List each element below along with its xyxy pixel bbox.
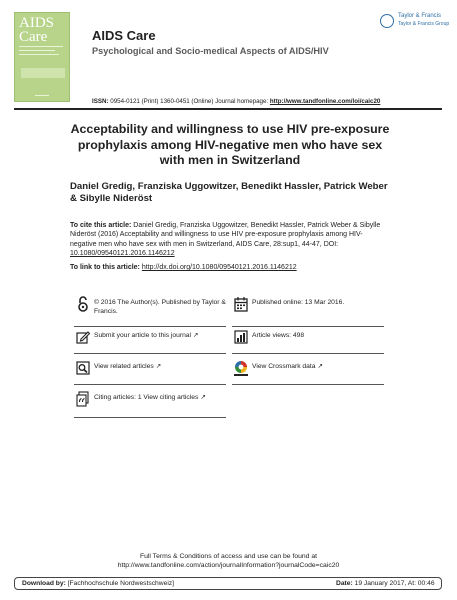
submit-article-link[interactable]: [94, 332, 198, 341]
copyright-box: [74, 294, 226, 327]
terms-text: Full Terms & Conditions of access and use can be found at: [139, 553, 318, 560]
article-views: Article views: 498: [252, 332, 305, 339]
magnifier-icon: [76, 360, 90, 376]
issn-text: 0954-0121 (Print) 1360-0451 (Online) Journal homepage:: [110, 98, 269, 105]
cover-title-line2: Care: [19, 29, 48, 45]
submit-article-box[interactable]: [74, 327, 226, 354]
cover-title: [19, 16, 54, 44]
citing-articles-link[interactable]: [94, 394, 206, 403]
citation-doi-link[interactable]: 10.1080/09540121.2016.1146212: [70, 250, 175, 258]
article-link-label: To link to this article:: [70, 264, 140, 271]
downloaded-by-value: [Fachhochschule Nordwestschweiz]: [67, 580, 175, 587]
external-link-icon: ↗: [200, 394, 206, 401]
article-title: Acceptability and willingness to use HIV pre-exposure prophylaxis among HIV-negative men who have sex with men in Switzerland: [70, 122, 390, 168]
external-link-icon: ↗: [317, 363, 323, 370]
citation-block: [70, 221, 388, 259]
published-date: Published online: 13 Mar 2016.: [252, 299, 345, 306]
citation-label: To cite this article:: [70, 222, 132, 229]
publisher-logo-name: Taylor & Francis: [398, 13, 442, 19]
downloaded-by-label: Download by:: [22, 580, 66, 587]
download-date-label: Date:: [336, 580, 353, 587]
related-articles-box[interactable]: [74, 358, 226, 385]
submit-article-label[interactable]: Submit your article to this journal: [94, 332, 192, 339]
cover-decoration: [19, 54, 59, 55]
related-articles-label[interactable]: View related articles: [94, 363, 154, 370]
publisher-logo: [380, 12, 450, 34]
terms-link[interactable]: http://www.tandfonline.com/action/journalInformation?journalCode=caic20: [117, 562, 340, 569]
external-link-icon: ↗: [155, 363, 162, 370]
journal-subtitle: Psychological and Socio-medical Aspects of AIDS/HIV: [92, 46, 329, 56]
cover-decoration: [19, 50, 55, 51]
cover-decoration: [19, 46, 63, 47]
journal-homepage-link[interactable]: http://www.tandfonline.com/loi/caic20: [269, 98, 381, 105]
cover-decoration: [35, 95, 49, 96]
related-articles-link[interactable]: [94, 363, 161, 372]
crossmark-box[interactable]: [232, 358, 384, 385]
bar-chart-icon: [234, 329, 248, 345]
crossmark-link[interactable]: [252, 363, 323, 372]
open-access-icon: [76, 296, 90, 312]
published-box: [232, 294, 384, 327]
publisher-logo-icon: [380, 14, 394, 28]
journal-title[interactable]: AIDS Care: [92, 28, 156, 43]
article-doi-link[interactable]: http://dx.doi.org/10.1080/09540121.2016.1146212: [141, 264, 297, 271]
article-authors: Daniel Gredig, Franziska Uggowitzer, Benedikt Hassler, Patrick Weber & Sibylle Nideröst: [70, 181, 388, 204]
downloaded-by: [22, 580, 174, 587]
crossmark-icon: [234, 360, 248, 376]
cover-decoration: [21, 68, 65, 78]
header-divider: [14, 108, 442, 110]
journal-cover-image: [14, 12, 70, 102]
article-views-box: [232, 327, 384, 354]
terms-footer: [60, 552, 397, 570]
calendar-icon: [234, 296, 248, 312]
article-link-line: [70, 264, 297, 271]
pencil-icon: [76, 329, 90, 345]
copyright-text: © 2016 The Author(s). Published by Taylor & Francis.: [94, 299, 226, 315]
crossmark-label[interactable]: View Crossmark data: [252, 363, 316, 370]
cover-title-line1: AIDS: [19, 15, 55, 31]
issn-line: [92, 98, 380, 105]
citing-articles-box[interactable]: [74, 389, 226, 418]
issn-label: ISSN:: [92, 98, 109, 105]
citation-icon: [76, 391, 90, 407]
publisher-logo-group: Taylor & Francis Group: [398, 21, 450, 27]
citation-text: Daniel Gredig, Franziska Uggowitzer, Benedikt Hassler, Patrick Weber & Sibylle Nideröst (2016) Acceptability and willingness to use HIV pre-exposure prophylaxis among HIV-negative men who have sex with men in Switzerland, AIDS Care, 28:sup1, 44-47, DOI:: [70, 222, 381, 248]
citing-articles-label[interactable]: Citing articles: 1 View citing articles: [94, 394, 199, 401]
download-date: [336, 580, 435, 587]
download-date-value: 19 January 2017, At: 00:46: [354, 580, 435, 587]
external-link-icon: ↗: [193, 332, 199, 339]
